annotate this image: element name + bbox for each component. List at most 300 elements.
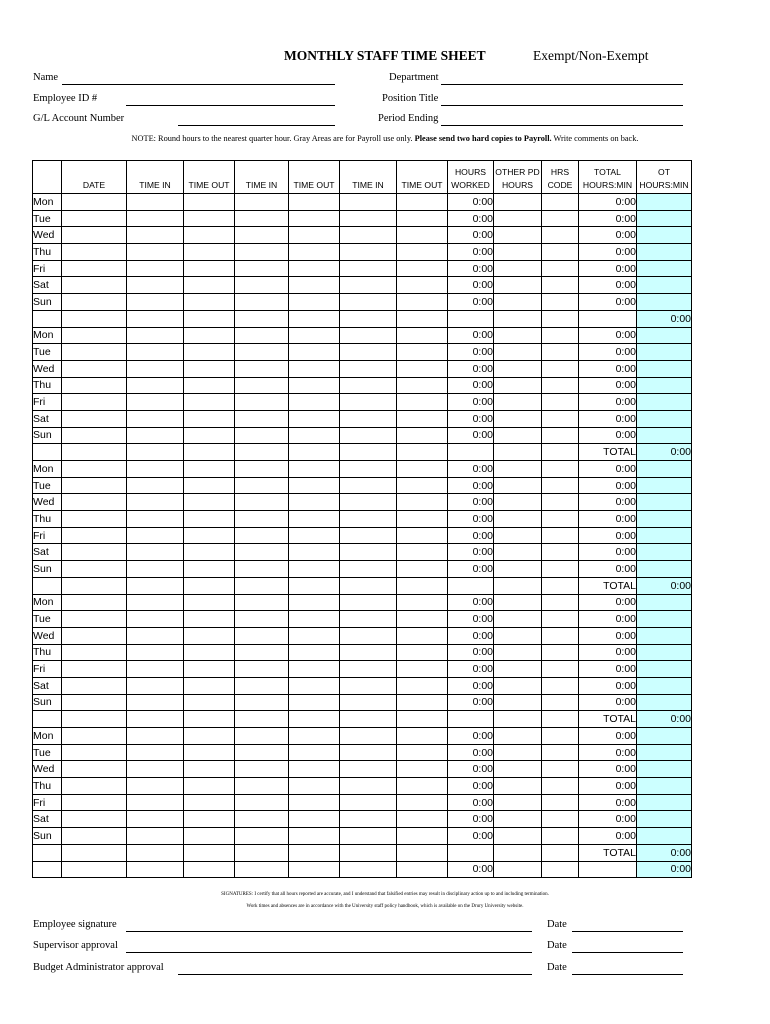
time-entry-cell[interactable] bbox=[184, 511, 235, 528]
time-entry-cell[interactable] bbox=[340, 611, 397, 628]
time-entry-cell[interactable] bbox=[235, 594, 289, 611]
time-entry-cell[interactable] bbox=[340, 327, 397, 344]
time-entry-cell[interactable] bbox=[289, 327, 340, 344]
time-entry-cell[interactable] bbox=[340, 477, 397, 494]
time-entry-cell[interactable] bbox=[235, 494, 289, 511]
time-entry-cell[interactable] bbox=[340, 811, 397, 828]
time-entry-cell[interactable] bbox=[62, 427, 127, 444]
other-paid-hours-cell[interactable] bbox=[494, 410, 542, 427]
time-entry-cell[interactable] bbox=[235, 260, 289, 277]
time-entry-cell[interactable] bbox=[235, 210, 289, 227]
hours-code-cell[interactable] bbox=[542, 627, 579, 644]
time-entry-cell[interactable] bbox=[235, 627, 289, 644]
time-entry-cell[interactable] bbox=[184, 744, 235, 761]
time-entry-cell[interactable] bbox=[127, 611, 184, 628]
time-entry-cell[interactable] bbox=[397, 394, 448, 411]
time-entry-cell[interactable] bbox=[127, 594, 184, 611]
other-paid-hours-cell[interactable] bbox=[494, 194, 542, 211]
time-entry-cell[interactable] bbox=[340, 461, 397, 478]
time-entry-cell[interactable] bbox=[127, 511, 184, 528]
time-entry-cell[interactable] bbox=[235, 511, 289, 528]
time-entry-cell[interactable] bbox=[289, 477, 340, 494]
time-entry-cell[interactable] bbox=[340, 427, 397, 444]
time-entry-cell[interactable] bbox=[62, 744, 127, 761]
time-entry-cell[interactable] bbox=[235, 394, 289, 411]
time-entry-cell[interactable] bbox=[127, 360, 184, 377]
time-entry-cell[interactable] bbox=[127, 544, 184, 561]
time-entry-cell[interactable] bbox=[62, 644, 127, 661]
time-entry-cell[interactable] bbox=[62, 327, 127, 344]
time-entry-cell[interactable] bbox=[184, 677, 235, 694]
time-entry-cell[interactable] bbox=[289, 210, 340, 227]
time-entry-cell[interactable] bbox=[340, 744, 397, 761]
time-entry-cell[interactable] bbox=[62, 511, 127, 528]
other-paid-hours-cell[interactable] bbox=[494, 277, 542, 294]
time-entry-cell[interactable] bbox=[340, 794, 397, 811]
time-entry-cell[interactable] bbox=[397, 244, 448, 261]
time-entry-cell[interactable] bbox=[62, 594, 127, 611]
time-entry-cell[interactable] bbox=[127, 644, 184, 661]
time-entry-cell[interactable] bbox=[127, 344, 184, 361]
time-entry-cell[interactable] bbox=[62, 811, 127, 828]
hours-code-cell[interactable] bbox=[542, 194, 579, 211]
time-entry-cell[interactable] bbox=[289, 427, 340, 444]
other-paid-hours-cell[interactable] bbox=[494, 461, 542, 478]
time-entry-cell[interactable] bbox=[397, 627, 448, 644]
time-entry-cell[interactable] bbox=[340, 694, 397, 711]
other-paid-hours-cell[interactable] bbox=[494, 544, 542, 561]
time-entry-cell[interactable] bbox=[397, 410, 448, 427]
time-entry-cell[interactable] bbox=[235, 728, 289, 745]
time-entry-cell[interactable] bbox=[340, 394, 397, 411]
time-entry-cell[interactable] bbox=[184, 327, 235, 344]
time-entry-cell[interactable] bbox=[62, 778, 127, 795]
hours-code-cell[interactable] bbox=[542, 828, 579, 845]
time-entry-cell[interactable] bbox=[340, 661, 397, 678]
other-paid-hours-cell[interactable] bbox=[494, 644, 542, 661]
hours-code-cell[interactable] bbox=[542, 728, 579, 745]
other-paid-hours-cell[interactable] bbox=[494, 511, 542, 528]
other-paid-hours-cell[interactable] bbox=[494, 661, 542, 678]
time-entry-cell[interactable] bbox=[235, 677, 289, 694]
hours-code-cell[interactable] bbox=[542, 544, 579, 561]
time-entry-cell[interactable] bbox=[289, 627, 340, 644]
time-entry-cell[interactable] bbox=[127, 377, 184, 394]
other-paid-hours-cell[interactable] bbox=[494, 360, 542, 377]
time-entry-cell[interactable] bbox=[62, 611, 127, 628]
time-entry-cell[interactable] bbox=[397, 594, 448, 611]
hours-code-cell[interactable] bbox=[542, 327, 579, 344]
time-entry-cell[interactable] bbox=[340, 277, 397, 294]
employee-id-field[interactable] bbox=[126, 105, 335, 106]
time-entry-cell[interactable] bbox=[62, 394, 127, 411]
time-entry-cell[interactable] bbox=[289, 611, 340, 628]
time-entry-cell[interactable] bbox=[184, 377, 235, 394]
time-entry-cell[interactable] bbox=[340, 260, 397, 277]
time-entry-cell[interactable] bbox=[397, 694, 448, 711]
position-title-field[interactable] bbox=[441, 105, 683, 106]
other-paid-hours-cell[interactable] bbox=[494, 677, 542, 694]
time-entry-cell[interactable] bbox=[127, 778, 184, 795]
time-entry-cell[interactable] bbox=[62, 677, 127, 694]
time-entry-cell[interactable] bbox=[184, 494, 235, 511]
time-entry-cell[interactable] bbox=[289, 561, 340, 578]
time-entry-cell[interactable] bbox=[127, 260, 184, 277]
time-entry-cell[interactable] bbox=[184, 194, 235, 211]
time-entry-cell[interactable] bbox=[289, 494, 340, 511]
time-entry-cell[interactable] bbox=[289, 277, 340, 294]
time-entry-cell[interactable] bbox=[235, 527, 289, 544]
other-paid-hours-cell[interactable] bbox=[494, 227, 542, 244]
time-entry-cell[interactable] bbox=[289, 761, 340, 778]
time-entry-cell[interactable] bbox=[62, 627, 127, 644]
time-entry-cell[interactable] bbox=[340, 644, 397, 661]
other-paid-hours-cell[interactable] bbox=[494, 377, 542, 394]
time-entry-cell[interactable] bbox=[235, 811, 289, 828]
time-entry-cell[interactable] bbox=[127, 627, 184, 644]
other-paid-hours-cell[interactable] bbox=[494, 260, 542, 277]
time-entry-cell[interactable] bbox=[184, 544, 235, 561]
time-entry-cell[interactable] bbox=[184, 561, 235, 578]
other-paid-hours-cell[interactable] bbox=[494, 327, 542, 344]
time-entry-cell[interactable] bbox=[184, 811, 235, 828]
hours-code-cell[interactable] bbox=[542, 761, 579, 778]
time-entry-cell[interactable] bbox=[340, 360, 397, 377]
hours-code-cell[interactable] bbox=[542, 511, 579, 528]
other-paid-hours-cell[interactable] bbox=[494, 627, 542, 644]
time-entry-cell[interactable] bbox=[62, 728, 127, 745]
time-entry-cell[interactable] bbox=[235, 761, 289, 778]
time-entry-cell[interactable] bbox=[340, 677, 397, 694]
other-paid-hours-cell[interactable] bbox=[494, 244, 542, 261]
time-entry-cell[interactable] bbox=[289, 360, 340, 377]
time-entry-cell[interactable] bbox=[340, 294, 397, 311]
time-entry-cell[interactable] bbox=[397, 511, 448, 528]
time-entry-cell[interactable] bbox=[340, 728, 397, 745]
hours-code-cell[interactable] bbox=[542, 594, 579, 611]
time-entry-cell[interactable] bbox=[62, 794, 127, 811]
other-paid-hours-cell[interactable] bbox=[494, 761, 542, 778]
time-entry-cell[interactable] bbox=[127, 477, 184, 494]
time-entry-cell[interactable] bbox=[235, 410, 289, 427]
time-entry-cell[interactable] bbox=[127, 494, 184, 511]
time-entry-cell[interactable] bbox=[127, 728, 184, 745]
time-entry-cell[interactable] bbox=[289, 778, 340, 795]
time-entry-cell[interactable] bbox=[62, 294, 127, 311]
time-entry-cell[interactable] bbox=[397, 527, 448, 544]
hours-code-cell[interactable] bbox=[542, 494, 579, 511]
name-field[interactable] bbox=[62, 84, 335, 85]
time-entry-cell[interactable] bbox=[62, 410, 127, 427]
time-entry-cell[interactable] bbox=[62, 544, 127, 561]
hours-code-cell[interactable] bbox=[542, 778, 579, 795]
time-entry-cell[interactable] bbox=[127, 194, 184, 211]
time-entry-cell[interactable] bbox=[62, 661, 127, 678]
time-entry-cell[interactable] bbox=[184, 644, 235, 661]
budget-admin-field[interactable] bbox=[178, 974, 532, 975]
budget-admin-date-field[interactable] bbox=[572, 974, 683, 975]
other-paid-hours-cell[interactable] bbox=[494, 344, 542, 361]
time-entry-cell[interactable] bbox=[397, 494, 448, 511]
hours-code-cell[interactable] bbox=[542, 811, 579, 828]
hours-code-cell[interactable] bbox=[542, 227, 579, 244]
time-entry-cell[interactable] bbox=[184, 761, 235, 778]
time-entry-cell[interactable] bbox=[184, 227, 235, 244]
time-entry-cell[interactable] bbox=[184, 427, 235, 444]
time-entry-cell[interactable] bbox=[235, 794, 289, 811]
time-entry-cell[interactable] bbox=[62, 527, 127, 544]
time-entry-cell[interactable] bbox=[235, 744, 289, 761]
time-entry-cell[interactable] bbox=[235, 611, 289, 628]
time-entry-cell[interactable] bbox=[235, 194, 289, 211]
time-entry-cell[interactable] bbox=[184, 344, 235, 361]
hours-code-cell[interactable] bbox=[542, 694, 579, 711]
time-entry-cell[interactable] bbox=[235, 561, 289, 578]
time-entry-cell[interactable] bbox=[289, 794, 340, 811]
time-entry-cell[interactable] bbox=[397, 377, 448, 394]
time-entry-cell[interactable] bbox=[397, 761, 448, 778]
time-entry-cell[interactable] bbox=[127, 744, 184, 761]
time-entry-cell[interactable] bbox=[397, 227, 448, 244]
time-entry-cell[interactable] bbox=[184, 594, 235, 611]
time-entry-cell[interactable] bbox=[397, 360, 448, 377]
time-entry-cell[interactable] bbox=[184, 694, 235, 711]
time-entry-cell[interactable] bbox=[235, 227, 289, 244]
time-entry-cell[interactable] bbox=[289, 260, 340, 277]
time-entry-cell[interactable] bbox=[289, 594, 340, 611]
time-entry-cell[interactable] bbox=[235, 694, 289, 711]
time-entry-cell[interactable] bbox=[62, 694, 127, 711]
hours-code-cell[interactable] bbox=[542, 294, 579, 311]
hours-code-cell[interactable] bbox=[542, 344, 579, 361]
time-entry-cell[interactable] bbox=[127, 277, 184, 294]
time-entry-cell[interactable] bbox=[340, 227, 397, 244]
time-entry-cell[interactable] bbox=[235, 427, 289, 444]
time-entry-cell[interactable] bbox=[289, 461, 340, 478]
other-paid-hours-cell[interactable] bbox=[494, 728, 542, 745]
supervisor-approval-field[interactable] bbox=[126, 952, 532, 953]
hours-code-cell[interactable] bbox=[542, 477, 579, 494]
time-entry-cell[interactable] bbox=[340, 410, 397, 427]
time-entry-cell[interactable] bbox=[397, 611, 448, 628]
time-entry-cell[interactable] bbox=[289, 227, 340, 244]
hours-code-cell[interactable] bbox=[542, 260, 579, 277]
time-entry-cell[interactable] bbox=[397, 794, 448, 811]
time-entry-cell[interactable] bbox=[340, 194, 397, 211]
time-entry-cell[interactable] bbox=[340, 594, 397, 611]
time-entry-cell[interactable] bbox=[397, 544, 448, 561]
time-entry-cell[interactable] bbox=[62, 761, 127, 778]
hours-code-cell[interactable] bbox=[542, 461, 579, 478]
time-entry-cell[interactable] bbox=[184, 527, 235, 544]
time-entry-cell[interactable] bbox=[127, 427, 184, 444]
time-entry-cell[interactable] bbox=[289, 394, 340, 411]
time-entry-cell[interactable] bbox=[289, 544, 340, 561]
time-entry-cell[interactable] bbox=[397, 194, 448, 211]
hours-code-cell[interactable] bbox=[542, 427, 579, 444]
time-entry-cell[interactable] bbox=[289, 527, 340, 544]
time-entry-cell[interactable] bbox=[127, 761, 184, 778]
time-entry-cell[interactable] bbox=[62, 477, 127, 494]
time-entry-cell[interactable] bbox=[397, 811, 448, 828]
hours-code-cell[interactable] bbox=[542, 244, 579, 261]
time-entry-cell[interactable] bbox=[127, 561, 184, 578]
time-entry-cell[interactable] bbox=[184, 778, 235, 795]
time-entry-cell[interactable] bbox=[289, 828, 340, 845]
other-paid-hours-cell[interactable] bbox=[494, 594, 542, 611]
time-entry-cell[interactable] bbox=[289, 644, 340, 661]
time-entry-cell[interactable] bbox=[235, 778, 289, 795]
other-paid-hours-cell[interactable] bbox=[494, 477, 542, 494]
time-entry-cell[interactable] bbox=[235, 244, 289, 261]
time-entry-cell[interactable] bbox=[397, 728, 448, 745]
time-entry-cell[interactable] bbox=[127, 677, 184, 694]
hours-code-cell[interactable] bbox=[542, 677, 579, 694]
time-entry-cell[interactable] bbox=[340, 494, 397, 511]
other-paid-hours-cell[interactable] bbox=[494, 394, 542, 411]
time-entry-cell[interactable] bbox=[235, 277, 289, 294]
time-entry-cell[interactable] bbox=[235, 544, 289, 561]
time-entry-cell[interactable] bbox=[184, 244, 235, 261]
other-paid-hours-cell[interactable] bbox=[494, 794, 542, 811]
time-entry-cell[interactable] bbox=[127, 461, 184, 478]
time-entry-cell[interactable] bbox=[62, 461, 127, 478]
time-entry-cell[interactable] bbox=[340, 828, 397, 845]
time-entry-cell[interactable] bbox=[184, 294, 235, 311]
time-entry-cell[interactable] bbox=[289, 194, 340, 211]
time-entry-cell[interactable] bbox=[62, 828, 127, 845]
hours-code-cell[interactable] bbox=[542, 744, 579, 761]
time-entry-cell[interactable] bbox=[397, 644, 448, 661]
time-entry-cell[interactable] bbox=[62, 244, 127, 261]
time-entry-cell[interactable] bbox=[397, 260, 448, 277]
time-entry-cell[interactable] bbox=[235, 344, 289, 361]
other-paid-hours-cell[interactable] bbox=[494, 778, 542, 795]
hours-code-cell[interactable] bbox=[542, 527, 579, 544]
other-paid-hours-cell[interactable] bbox=[494, 294, 542, 311]
time-entry-cell[interactable] bbox=[289, 511, 340, 528]
time-entry-cell[interactable] bbox=[184, 210, 235, 227]
time-entry-cell[interactable] bbox=[127, 227, 184, 244]
time-entry-cell[interactable] bbox=[127, 394, 184, 411]
time-entry-cell[interactable] bbox=[397, 327, 448, 344]
other-paid-hours-cell[interactable] bbox=[494, 811, 542, 828]
time-entry-cell[interactable] bbox=[340, 544, 397, 561]
time-entry-cell[interactable] bbox=[184, 828, 235, 845]
time-entry-cell[interactable] bbox=[397, 344, 448, 361]
time-entry-cell[interactable] bbox=[127, 811, 184, 828]
hours-code-cell[interactable] bbox=[542, 210, 579, 227]
time-entry-cell[interactable] bbox=[289, 294, 340, 311]
time-entry-cell[interactable] bbox=[184, 410, 235, 427]
time-entry-cell[interactable] bbox=[127, 294, 184, 311]
time-entry-cell[interactable] bbox=[184, 661, 235, 678]
time-entry-cell[interactable] bbox=[289, 244, 340, 261]
time-entry-cell[interactable] bbox=[127, 527, 184, 544]
time-entry-cell[interactable] bbox=[235, 828, 289, 845]
other-paid-hours-cell[interactable] bbox=[494, 427, 542, 444]
time-entry-cell[interactable] bbox=[184, 277, 235, 294]
time-entry-cell[interactable] bbox=[62, 561, 127, 578]
time-entry-cell[interactable] bbox=[289, 377, 340, 394]
time-entry-cell[interactable] bbox=[184, 394, 235, 411]
time-entry-cell[interactable] bbox=[235, 461, 289, 478]
other-paid-hours-cell[interactable] bbox=[494, 210, 542, 227]
time-entry-cell[interactable] bbox=[289, 728, 340, 745]
time-entry-cell[interactable] bbox=[340, 778, 397, 795]
time-entry-cell[interactable] bbox=[127, 694, 184, 711]
time-entry-cell[interactable] bbox=[340, 377, 397, 394]
department-field[interactable] bbox=[441, 84, 683, 85]
time-entry-cell[interactable] bbox=[235, 360, 289, 377]
hours-code-cell[interactable] bbox=[542, 410, 579, 427]
time-entry-cell[interactable] bbox=[62, 277, 127, 294]
time-entry-cell[interactable] bbox=[289, 344, 340, 361]
hours-code-cell[interactable] bbox=[542, 277, 579, 294]
time-entry-cell[interactable] bbox=[62, 360, 127, 377]
time-entry-cell[interactable] bbox=[62, 494, 127, 511]
time-entry-cell[interactable] bbox=[184, 477, 235, 494]
other-paid-hours-cell[interactable] bbox=[494, 828, 542, 845]
time-entry-cell[interactable] bbox=[62, 260, 127, 277]
time-entry-cell[interactable] bbox=[184, 794, 235, 811]
time-entry-cell[interactable] bbox=[127, 661, 184, 678]
time-entry-cell[interactable] bbox=[340, 627, 397, 644]
time-entry-cell[interactable] bbox=[235, 377, 289, 394]
time-entry-cell[interactable] bbox=[62, 210, 127, 227]
time-entry-cell[interactable] bbox=[397, 744, 448, 761]
gl-account-field[interactable] bbox=[178, 125, 335, 126]
time-entry-cell[interactable] bbox=[184, 461, 235, 478]
time-entry-cell[interactable] bbox=[397, 477, 448, 494]
time-entry-cell[interactable] bbox=[62, 377, 127, 394]
time-entry-cell[interactable] bbox=[289, 744, 340, 761]
other-paid-hours-cell[interactable] bbox=[494, 494, 542, 511]
time-entry-cell[interactable] bbox=[235, 294, 289, 311]
time-entry-cell[interactable] bbox=[397, 427, 448, 444]
time-entry-cell[interactable] bbox=[289, 410, 340, 427]
hours-code-cell[interactable] bbox=[542, 561, 579, 578]
time-entry-cell[interactable] bbox=[235, 327, 289, 344]
time-entry-cell[interactable] bbox=[289, 661, 340, 678]
time-entry-cell[interactable] bbox=[289, 677, 340, 694]
time-entry-cell[interactable] bbox=[184, 728, 235, 745]
other-paid-hours-cell[interactable] bbox=[494, 611, 542, 628]
time-entry-cell[interactable] bbox=[340, 561, 397, 578]
time-entry-cell[interactable] bbox=[184, 260, 235, 277]
employee-signature-field[interactable] bbox=[126, 931, 532, 932]
time-entry-cell[interactable] bbox=[397, 210, 448, 227]
time-entry-cell[interactable] bbox=[340, 244, 397, 261]
time-entry-cell[interactable] bbox=[397, 677, 448, 694]
time-entry-cell[interactable] bbox=[340, 511, 397, 528]
time-entry-cell[interactable] bbox=[62, 194, 127, 211]
time-entry-cell[interactable] bbox=[235, 644, 289, 661]
time-entry-cell[interactable] bbox=[289, 811, 340, 828]
time-entry-cell[interactable] bbox=[397, 277, 448, 294]
hours-code-cell[interactable] bbox=[542, 644, 579, 661]
time-entry-cell[interactable] bbox=[235, 661, 289, 678]
other-paid-hours-cell[interactable] bbox=[494, 744, 542, 761]
time-entry-cell[interactable] bbox=[62, 227, 127, 244]
hours-code-cell[interactable] bbox=[542, 394, 579, 411]
time-entry-cell[interactable] bbox=[397, 828, 448, 845]
employee-date-field[interactable] bbox=[572, 931, 683, 932]
time-entry-cell[interactable] bbox=[397, 461, 448, 478]
time-entry-cell[interactable] bbox=[397, 661, 448, 678]
other-paid-hours-cell[interactable] bbox=[494, 694, 542, 711]
time-entry-cell[interactable] bbox=[397, 778, 448, 795]
